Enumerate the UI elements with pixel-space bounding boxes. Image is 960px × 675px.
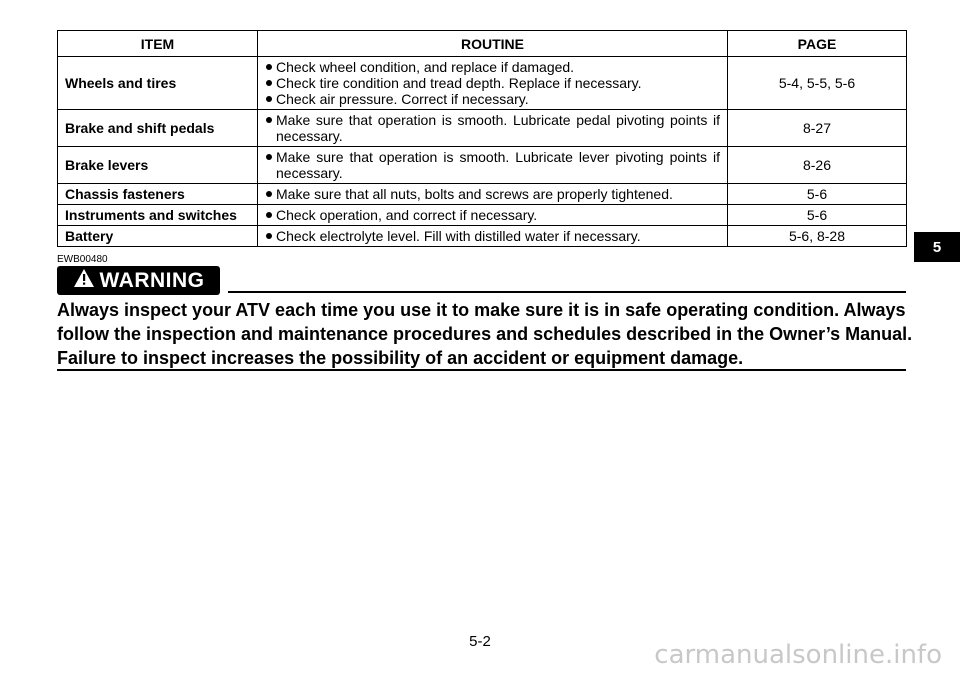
chapter-tab: 5 [914,232,960,262]
row-page: 5-6 [728,184,907,205]
header-routine: ROUTINE [258,31,728,57]
row-routine [258,184,728,205]
row-page: 5-6 [728,205,907,226]
row-routine [258,57,728,110]
header-item: ITEM [58,31,258,57]
table-row [58,205,907,226]
row-routine [258,226,728,247]
warning-bottom-rule [57,369,906,371]
row-page: 8-27 [728,110,907,147]
table-header-row [58,31,907,57]
routine-step: Check wheel condition, and replace if damaged. [265,59,720,75]
row-page: 5-6, 8-28 [728,226,907,247]
watermark: carmanualsonline.info [654,640,942,670]
routine-step: Check tire condition and tread depth. Replace if necessary. [265,75,720,91]
row-page: 8-26 [728,147,907,184]
row-routine [258,205,728,226]
row-page: 5-4, 5-5, 5-6 [728,57,907,110]
row-item: Chassis fasteners [58,184,258,205]
maintenance-table [57,30,907,247]
table-row [58,147,907,184]
warning-reference-code: EWB00480 [57,254,108,265]
table-row [58,110,907,147]
warning-text: Always inspect your ATV each time you use it to make sure it is in safe operating condition. Always follow the inspection and maintenance procedures and schedules described in the Owner’s Manual. Failure to inspect increases the possibility of an accident or equipment damage. [57,300,913,368]
row-item: Instruments and switches [58,205,258,226]
row-routine [258,147,728,184]
table-row [58,184,907,205]
routine-step: Make sure that operation is smooth. Lubricate pedal pivoting points if necessary. [265,112,720,144]
warning-triangle-icon [73,268,100,294]
table-row [58,57,907,110]
routine-step: Check air pressure. Correct if necessary. [265,91,720,107]
routine-step: Check electrolyte level. Fill with distilled water if necessary. [265,228,720,244]
warning-top-rule [228,291,906,293]
routine-step: Make sure that operation is smooth. Lubricate lever pivoting points if necessary. [265,149,720,181]
routine-step: Check operation, and correct if necessary. [265,207,720,223]
warning-label: WARNING [99,268,205,292]
header-page: PAGE [728,31,907,57]
routine-step: Make sure that all nuts, bolts and screws are properly tightened. [265,186,720,202]
table-row [58,226,907,247]
row-item: Brake and shift pedals [58,110,258,147]
row-item: Wheels and tires [58,57,258,110]
warning-badge [57,266,220,295]
page-number: 5-2 [469,633,491,650]
row-item: Battery [58,226,258,247]
row-item: Brake levers [58,147,258,184]
row-routine [258,110,728,147]
